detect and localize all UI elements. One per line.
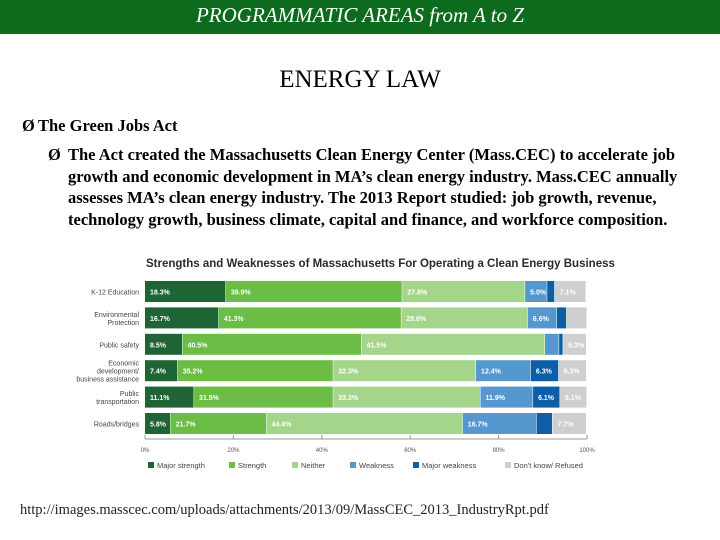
category-label: transportation (96, 399, 139, 407)
bullet-text: The Green Jobs Act (38, 116, 178, 135)
data-label: 7.1% (559, 289, 576, 297)
x-tick-label: 0% (140, 448, 150, 454)
data-label: 39.9% (230, 289, 251, 297)
data-label: 6.3% (535, 368, 552, 376)
data-label: 41.5% (366, 342, 387, 350)
bar-segment (547, 281, 554, 302)
data-label: 6.6% (532, 315, 549, 323)
category-label: Protection (107, 319, 139, 327)
slide-title: ENERGY LAW (279, 66, 441, 93)
data-label: 33.3% (338, 395, 359, 403)
legend-swatch (292, 462, 298, 468)
data-label: 6.1% (565, 395, 582, 403)
data-label: 16.7% (150, 315, 170, 323)
x-tick-label: 60% (404, 448, 417, 454)
data-label: 6.1% (538, 395, 555, 403)
bar-segment (219, 307, 401, 328)
bar-segment (183, 334, 362, 355)
legend-label: Major strength (157, 461, 205, 470)
category-label: K-12 Education (91, 289, 139, 297)
category-label: business assistance (76, 376, 139, 384)
legend-label: Don't know/ Refused (514, 461, 583, 470)
category-label: Roads/bridges (93, 421, 139, 429)
data-label: 11.9% (485, 395, 505, 403)
legend-label: Strength (238, 461, 267, 470)
data-label: 5.3% (568, 342, 585, 350)
data-label: 5.8% (150, 421, 166, 429)
x-tick-label: 80% (492, 448, 505, 454)
legend-swatch (350, 462, 356, 468)
data-label: 12.4% (481, 368, 501, 376)
data-label: 21.7% (175, 421, 196, 429)
data-label: 8.5% (150, 342, 166, 350)
bullet-level2 (48, 144, 688, 230)
x-tick-label: 40% (315, 448, 328, 454)
data-label: 28.6% (406, 315, 427, 323)
x-tick-label: 100% (579, 448, 595, 454)
bullet-level1 (22, 116, 178, 136)
legend-label: Major weakness (422, 461, 477, 470)
bar-segment (537, 413, 552, 434)
header-title: PROGRAMMATIC AREAS from A to Z (195, 3, 524, 27)
bar-segment (226, 281, 402, 302)
stacked-bar-chart (0, 250, 720, 480)
data-label: 16.7% (467, 421, 488, 429)
category-label: Public (119, 391, 139, 399)
data-label: 27.8% (407, 289, 428, 297)
data-label: 40.5% (187, 342, 208, 350)
bar-segment (267, 413, 463, 434)
arrowhead-bullet-icon: Ø (48, 145, 61, 164)
data-label: 32.3% (338, 368, 359, 376)
bar-segment (559, 334, 562, 355)
data-label: 5.0% (530, 289, 547, 297)
category-label: Public safety (99, 342, 139, 350)
source-url[interactable]: http://images.masscec.com/uploads/attachments/2013/09/MassCEC_2013_IndustryRpt.pdf (20, 502, 549, 518)
legend-swatch (505, 462, 511, 468)
x-tick-label: 20% (227, 448, 240, 454)
data-label: 44.4% (271, 421, 292, 429)
data-label: 31.5% (199, 395, 219, 403)
bar-segment (567, 307, 587, 328)
data-label: 35.2% (182, 368, 203, 376)
category-label: development/ (96, 368, 139, 376)
data-label: 18.3% (150, 289, 170, 297)
legend-label: Weakness (359, 461, 394, 470)
data-label: 6.3% (563, 368, 580, 376)
data-label: 11.1% (150, 395, 170, 403)
bar-segment (557, 307, 566, 328)
data-label: 7.7% (557, 421, 574, 429)
legend-swatch (413, 462, 419, 468)
bullet-text: The Act created the Massachusetts Clean Energy Center (Mass.CEC) to accelerate job growth and economic development in MA’s clean energy industry. Mass.CEC annually assesses MA’s clean energy industry. The 2013 Report studied: job growth, revenue, technology growth, business climate, capital and finance, and workforce composition. (68, 145, 678, 229)
header-bar (0, 0, 720, 34)
bar-segment (545, 334, 559, 355)
legend-swatch (229, 462, 235, 468)
category-label: Environmental (94, 311, 139, 319)
data-label: 7.4% (150, 368, 166, 376)
data-label: 41.3% (223, 315, 244, 323)
arrowhead-bullet-icon: Ø (22, 116, 35, 135)
bar-segment (362, 334, 545, 355)
category-label: Economic (108, 360, 139, 368)
legend-swatch (148, 462, 154, 468)
legend-label: Neither (301, 461, 326, 470)
chart-title: Strengths and Weaknesses of Massachusetts For Operating a Clean Energy Business (146, 258, 615, 270)
